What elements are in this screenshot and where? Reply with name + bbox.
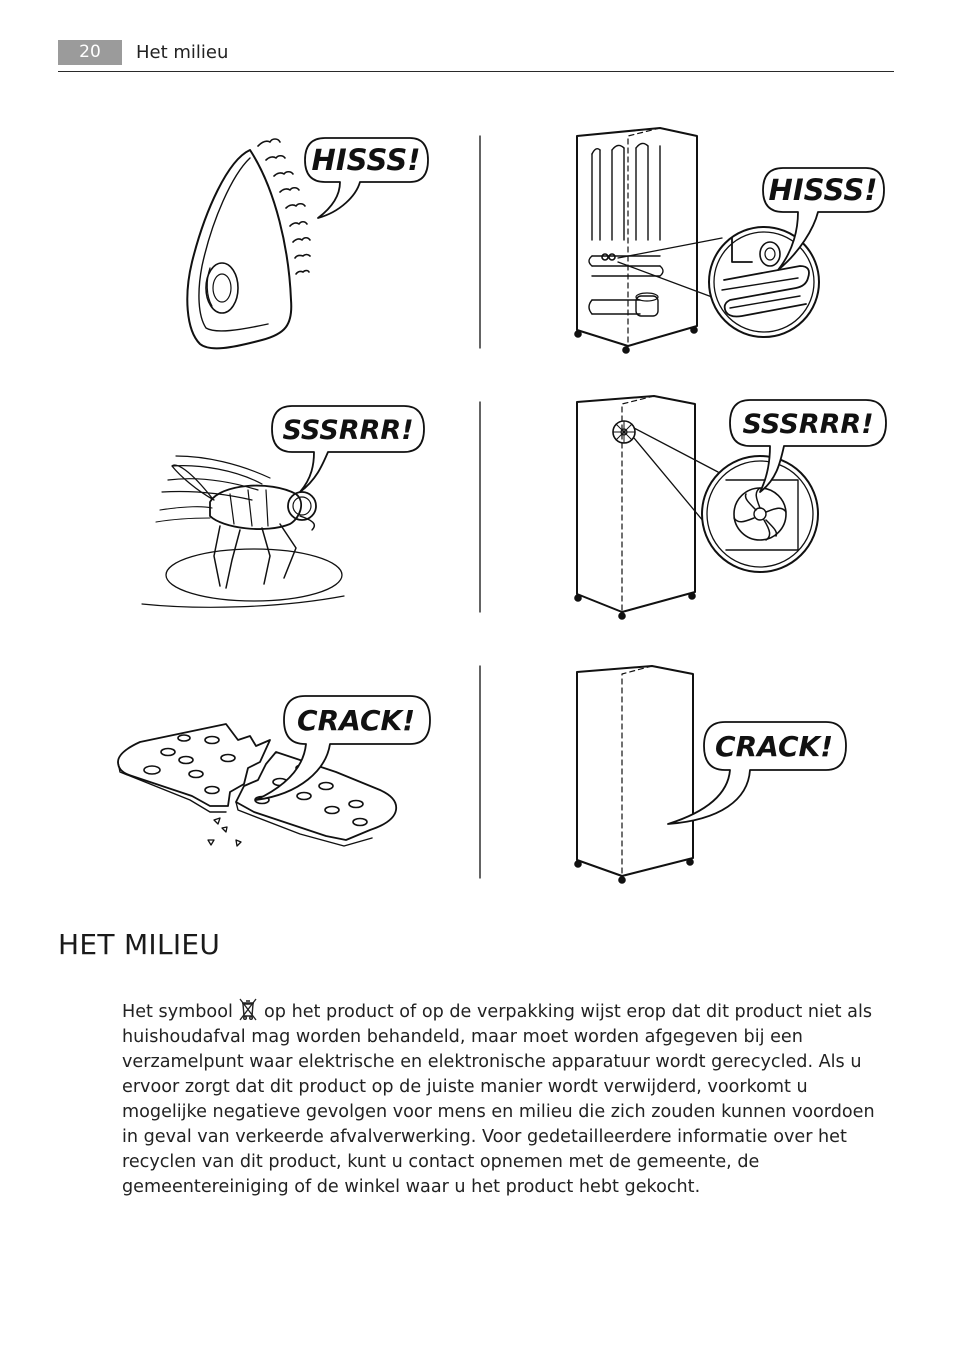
bubble-label: CRACK! <box>297 704 415 737</box>
bubble-label: SSSRRR! <box>282 415 414 446</box>
paragraph-text-start: Het symbool <box>122 1002 239 1022</box>
speech-bubble <box>668 722 846 824</box>
bubble-label: HISSS! <box>768 173 878 207</box>
paragraph-text-rest: op het product of op de verpakking wijst erop dat dit product niet als huishoudafval mag worden behandeld, maar moet worden afgegeven bij een verzamelpunt waar elektrische en elektronische apparatuur wordt gerecycled. Als u ervoor zorgt dat dit product op de juiste manier wordt verwijderd, voorkomt u mogelijke negatieve gevolgen voor mens en milieu die zich zouden kunnen voordoen in geval van verkeerde afvalverwerking. Voor gedetailleerdere informatie over het recyclen van dit product, kunt u contact opnemen met de gemeente, de gemeentereiniging of de winkel waar u het product hebt gekocht. <box>122 1002 875 1197</box>
crossed-out-wheelie-bin-icon <box>238 998 258 1021</box>
fridge-rear-coil-illustration <box>575 128 819 353</box>
environment-paragraph <box>122 998 894 1200</box>
bubble-label: SSSRRR! <box>742 409 874 440</box>
speech-bubble <box>256 696 430 800</box>
section-title: HET MILIEU <box>58 928 221 961</box>
running-title: Het milieu <box>136 42 229 63</box>
speech-bubble <box>272 406 424 492</box>
fridge-cabinet-illustration <box>575 666 693 883</box>
bubble-label: HISSS! <box>311 143 421 177</box>
page-number: 20 <box>58 40 122 65</box>
bubble-label: CRACK! <box>715 730 833 763</box>
steam-iron-illustration <box>187 139 310 348</box>
speech-bubble <box>305 138 428 218</box>
